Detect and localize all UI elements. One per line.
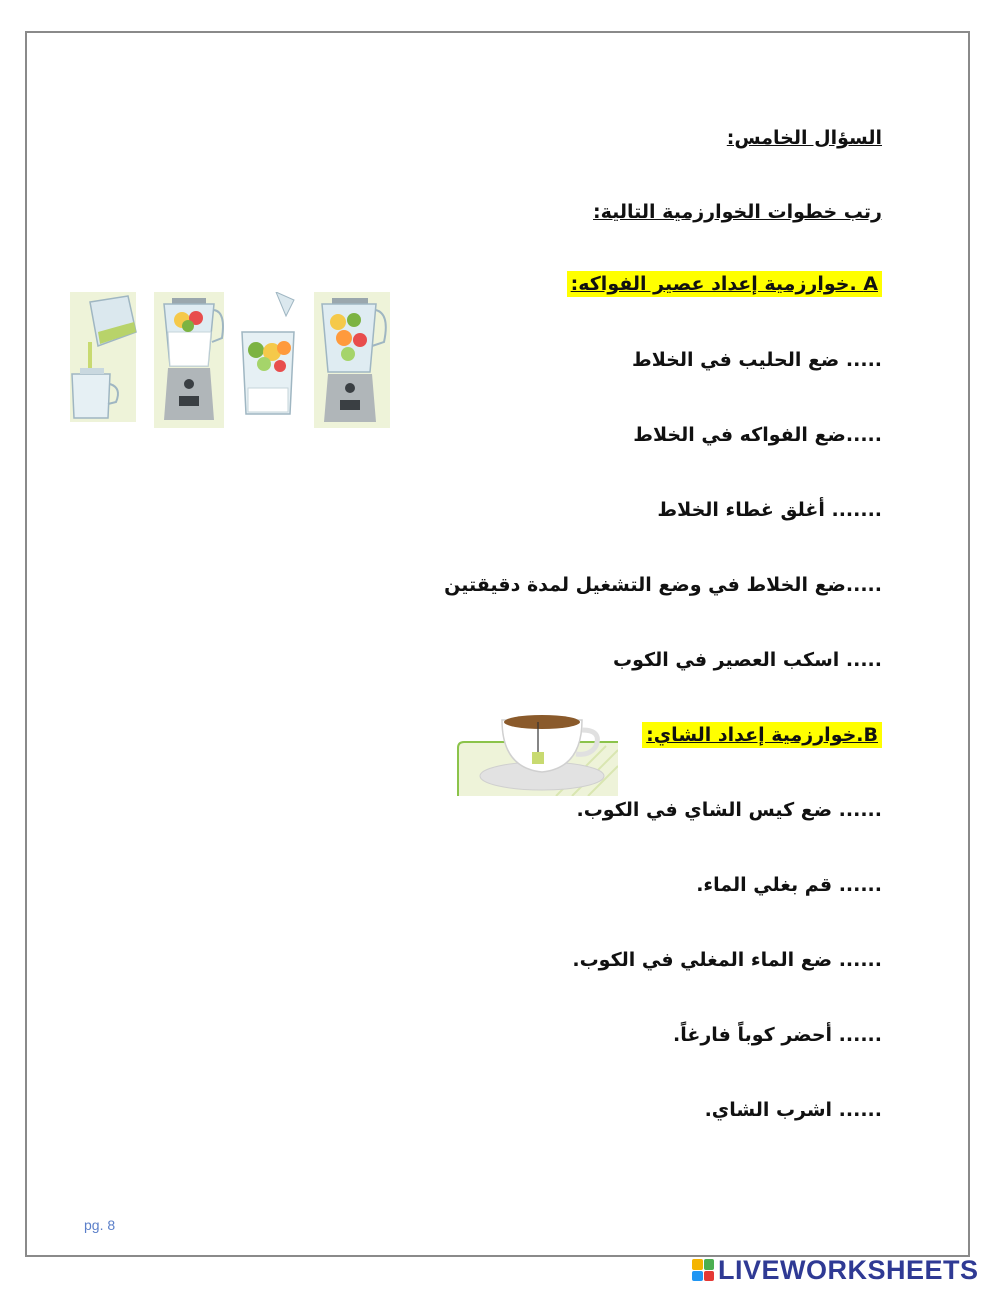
section-b-title bbox=[642, 721, 882, 749]
pour-juice-panel bbox=[70, 292, 136, 422]
page-number: pg. 8 bbox=[84, 1217, 116, 1233]
tea-cup-image bbox=[456, 710, 618, 796]
section-b-step-4: ...... أحضر كوباً فارغاً. bbox=[673, 1024, 882, 1046]
liveworksheets-brand[interactable] bbox=[692, 1255, 979, 1285]
section-b-title-text: B.خوارزمية إعداد الشاي: bbox=[642, 722, 882, 748]
section-b-step-3: ...... ضع الماء المغلي في الكوب. bbox=[572, 949, 882, 971]
blender-milk-panel bbox=[154, 292, 224, 428]
section-a-step-2: .....ضع الفواكه في الخلاط bbox=[633, 424, 882, 446]
blender-fruit-panel bbox=[314, 292, 390, 428]
section-a-step-1: ..... ضع الحليب في الخلاط bbox=[631, 349, 882, 371]
section-b-step-1: ...... ضع كيس الشاي في الكوب. bbox=[576, 799, 882, 821]
section-a-step-4: .....ضع الخلاط في وضع التشغيل لمدة دقيقتين bbox=[444, 574, 882, 596]
section-a-step-5: ..... اسكب العصير في الكوب bbox=[613, 649, 882, 671]
section-a-title bbox=[567, 270, 882, 298]
blenders-image bbox=[70, 292, 390, 428]
instruction: رتب خطوات الخوارزمية التالية: bbox=[593, 201, 882, 223]
section-a-title-text: A .خوارزمية إعداد عصير الفواكه: bbox=[567, 271, 882, 297]
question-title: السؤال الخامس: bbox=[726, 127, 882, 149]
brand-text: LIVEWORKSHEETS bbox=[718, 1254, 979, 1285]
glass-fruit-panel bbox=[242, 292, 294, 414]
section-b-step-2: ...... قم بغلي الماء. bbox=[696, 874, 882, 896]
section-b-step-5: ...... اشرب الشاي. bbox=[704, 1099, 882, 1121]
liveworksheets-logo-icon bbox=[692, 1259, 714, 1281]
section-a-step-3: ....... أغلق غطاء الخلاط bbox=[657, 499, 882, 521]
